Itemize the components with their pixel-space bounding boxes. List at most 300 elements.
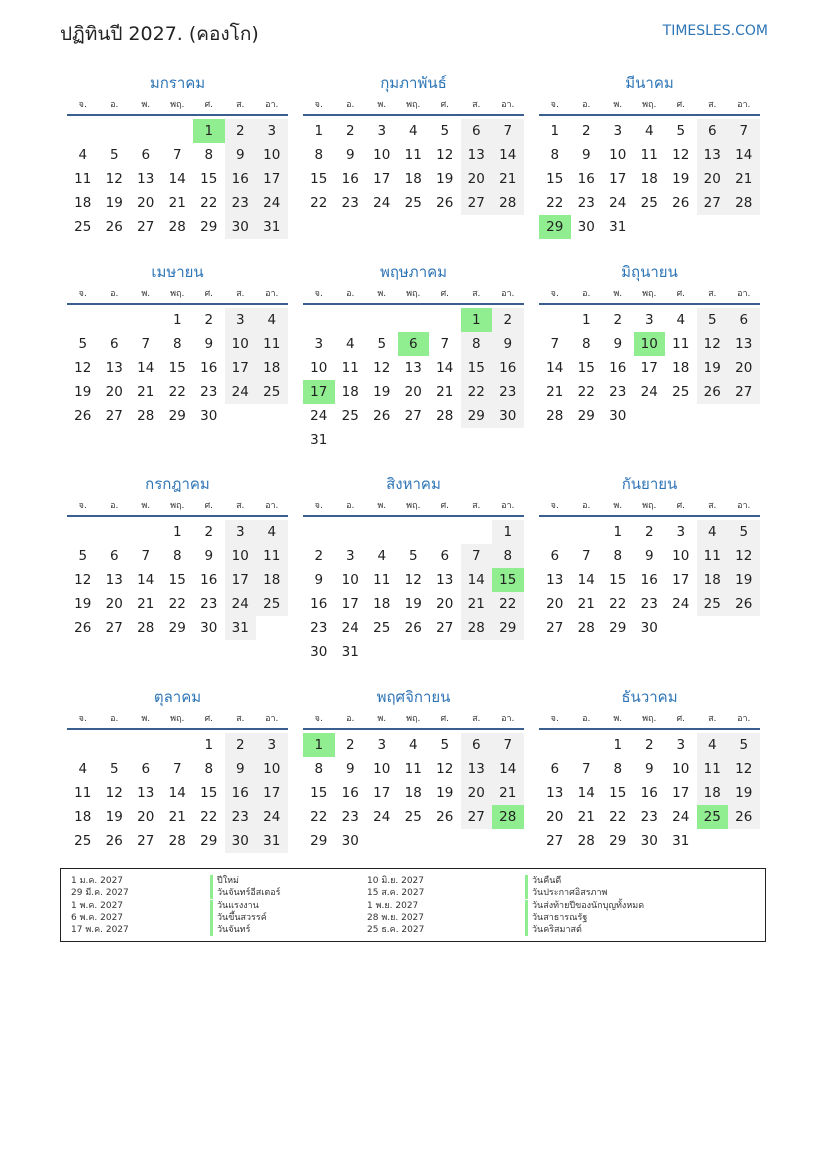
day-cell: 9 [644, 548, 654, 564]
day-cell: 1 [204, 737, 214, 753]
day-cell: 8 [581, 336, 591, 352]
day-cell: 12 [74, 572, 92, 588]
day-cell: 23 [577, 195, 595, 211]
day-cell: 3 [314, 336, 324, 352]
month-block [539, 260, 760, 480]
weekday-label: จ. [314, 100, 323, 110]
day-cell: 12 [728, 757, 760, 781]
day-cell: 3 [377, 737, 387, 753]
day-cell: 7 [581, 761, 591, 777]
day-cell: 18 [640, 171, 658, 187]
weekday-label: ศ. [204, 714, 214, 724]
day-cell: 26 [728, 592, 760, 616]
day-cell: 16 [200, 360, 218, 376]
day-cell: 20 [461, 167, 493, 191]
day-cell: 10 [373, 761, 391, 777]
weekday-label: พ. [377, 714, 387, 724]
page-title: ปฏิทินปี 2027. (คองโก) [60, 23, 259, 45]
day-cell: 8 [492, 544, 524, 568]
header-rule [303, 303, 524, 305]
day-cell: 8 [172, 336, 182, 352]
day-cell: 25 [256, 380, 288, 404]
weekday-label: ส. [708, 289, 717, 299]
day-cell: 25 [640, 195, 658, 211]
weekday-header [539, 286, 760, 300]
day-cell: 16 [577, 171, 595, 187]
weekday-label: จ. [78, 501, 87, 511]
day-cell: 8 [204, 761, 214, 777]
day-cell: 30 [200, 620, 218, 636]
legend-date: 1 พ.ย. 2027 [367, 900, 419, 911]
weekday-label: ศ. [440, 100, 450, 110]
day-cell: 11 [672, 336, 690, 352]
day-cell: 26 [105, 219, 123, 235]
holiday-legend [60, 868, 766, 942]
weekday-label: ศ. [676, 714, 686, 724]
day-cell: 21 [137, 384, 155, 400]
day-cell: 9 [581, 147, 591, 163]
weekday-label: จ. [78, 714, 87, 724]
weekday-label: อ. [110, 501, 119, 511]
day-cell: 17 [373, 785, 391, 801]
day-cell: 13 [404, 360, 422, 376]
day-cell: 2 [345, 737, 355, 753]
day-cell: 6 [141, 147, 151, 163]
day-cell: 6 [109, 548, 119, 564]
month-block [67, 71, 288, 291]
day-cell: 14 [728, 143, 760, 167]
day-cell: 21 [577, 809, 595, 825]
day-cell: 21 [168, 195, 186, 211]
day-cell: 8 [314, 761, 324, 777]
day-cell: 25 [697, 592, 729, 616]
day-cell: 26 [373, 408, 391, 424]
day-cell: 4 [377, 548, 387, 564]
weekday-label: ส. [708, 501, 717, 511]
day-cell: 19 [697, 356, 729, 380]
legend-holiday-name: วันจันทร์ [210, 924, 250, 936]
day-cell: 8 [613, 548, 623, 564]
day-cell: 13 [697, 143, 729, 167]
day-cell: 10 [373, 147, 391, 163]
weekday-label: อ. [110, 289, 119, 299]
site-link[interactable]: TIMESLES.COM [662, 23, 768, 39]
header-rule [67, 114, 288, 116]
legend-holiday-name: ปีใหม่ [210, 875, 239, 887]
day-cell: 6 [440, 548, 450, 564]
legend-date: 1 ม.ค. 2027 [71, 876, 124, 886]
day-cell: 24 [373, 195, 391, 211]
day-cell: 15 [461, 356, 493, 380]
day-cell: 30 [310, 644, 328, 660]
day-cell: 25 [341, 408, 359, 424]
day-cell: 15 [609, 572, 627, 588]
weekday-label: พฤ. [170, 501, 185, 511]
day-cell: 17 [256, 167, 288, 191]
day-cell: 4 [697, 520, 729, 544]
month-name: มกราคม [149, 74, 206, 92]
day-cell: 13 [728, 332, 760, 356]
weekday-label: อ. [582, 289, 591, 299]
weekday-label: พ. [613, 289, 623, 299]
day-cell: 9 [204, 548, 214, 564]
day-cell: 6 [550, 761, 560, 777]
month-block [303, 71, 524, 291]
day-cell: 21 [728, 167, 760, 191]
day-cell: 20 [404, 384, 422, 400]
day-cell: 18 [697, 781, 729, 805]
weekday-header [303, 97, 524, 111]
weekday-label: ส. [708, 714, 717, 724]
day-cell: 25 [672, 384, 690, 400]
day-cell: 12 [728, 544, 760, 568]
day-cell: 10 [672, 548, 690, 564]
day-cell: 30 [577, 219, 595, 235]
day-cell: 16 [492, 356, 524, 380]
day-cell: 26 [436, 195, 454, 211]
day-cell: 1 [581, 312, 591, 328]
day-cell: 11 [697, 544, 729, 568]
day-cell: 8 [314, 147, 324, 163]
month-name: กันยายน [621, 475, 678, 493]
day-cell: 5 [440, 737, 450, 753]
day-cell: 22 [310, 809, 328, 825]
day-cell: 9 [225, 757, 257, 781]
day-cell: 15 [200, 785, 218, 801]
day-cell: 18 [74, 809, 92, 825]
day-cell: 23 [310, 620, 328, 636]
day-cell: 23 [609, 384, 627, 400]
day-cell: 28 [728, 191, 760, 215]
day-cell: 4 [644, 123, 654, 139]
weekday-label: อา. [501, 289, 515, 299]
day-cell: 14 [577, 785, 595, 801]
day-cell: 31 [256, 215, 288, 239]
weekday-label: จ. [78, 289, 87, 299]
day-cell: 5 [78, 548, 88, 564]
legend-holiday-name: วันประกาศอิสรภาพ [525, 887, 607, 899]
day-cell: 30 [200, 408, 218, 424]
day-cell: 19 [74, 384, 92, 400]
month-name: พฤษภาคม [379, 263, 448, 281]
day-cell: 30 [225, 215, 257, 239]
day-cell: 19 [436, 171, 454, 187]
day-cell: 11 [256, 332, 288, 356]
day-cell: 14 [137, 572, 155, 588]
day-cell: 26 [74, 620, 92, 636]
day-cell: 11 [341, 360, 359, 376]
day-cell: 12 [436, 147, 454, 163]
holiday-day-cell: 29 [539, 215, 571, 239]
day-cell: 29 [609, 833, 627, 849]
weekday-label: จ. [550, 501, 559, 511]
weekday-label: พ. [613, 501, 623, 511]
day-cell: 31 [256, 829, 288, 853]
month-block [539, 472, 760, 692]
day-cell: 11 [697, 757, 729, 781]
day-cell: 20 [728, 356, 760, 380]
holiday-day-cell: 15 [492, 568, 524, 592]
day-cell: 7 [141, 336, 151, 352]
day-cell: 2 [492, 308, 524, 332]
holiday-day-cell: 25 [697, 805, 729, 829]
day-cell: 24 [256, 191, 288, 215]
weekday-label: พฤ. [642, 289, 657, 299]
day-cell: 14 [436, 360, 454, 376]
legend-holiday-name: วันแรงงาน [210, 900, 259, 912]
day-cell: 15 [577, 360, 595, 376]
day-cell: 28 [137, 408, 155, 424]
day-cell: 18 [672, 360, 690, 376]
day-cell: 16 [609, 360, 627, 376]
weekday-header [67, 97, 288, 111]
day-cell: 7 [581, 548, 591, 564]
day-cell: 24 [225, 380, 257, 404]
legend-date: 17 พ.ค. 2027 [71, 925, 129, 936]
day-cell: 18 [373, 596, 391, 612]
day-cell: 7 [172, 147, 182, 163]
weekday-label: พฤ. [170, 714, 185, 724]
day-cell: 18 [256, 356, 288, 380]
day-cell: 23 [225, 191, 257, 215]
legend-date: 29 มี.ค. 2027 [71, 888, 129, 899]
day-cell: 28 [137, 620, 155, 636]
day-cell: 24 [256, 805, 288, 829]
weekday-label: อา. [265, 100, 279, 110]
day-cell: 10 [609, 147, 627, 163]
day-cell: 4 [78, 147, 88, 163]
day-cell: 23 [200, 384, 218, 400]
weekday-label: อา. [737, 501, 751, 511]
day-cell: 15 [168, 572, 186, 588]
month-block [303, 260, 524, 480]
holiday-day-cell: 28 [492, 805, 524, 829]
day-cell: 22 [200, 195, 218, 211]
day-cell: 7 [461, 544, 493, 568]
day-cell: 18 [697, 568, 729, 592]
day-cell: 12 [105, 785, 123, 801]
day-cell: 24 [672, 596, 690, 612]
weekday-header [303, 286, 524, 300]
weekday-header [539, 711, 760, 725]
day-cell: 6 [697, 119, 729, 143]
day-cell: 15 [200, 171, 218, 187]
day-cell: 3 [256, 733, 288, 757]
day-cell: 20 [137, 809, 155, 825]
day-cell: 10 [225, 332, 257, 356]
day-cell: 4 [345, 336, 355, 352]
weekday-label: พ. [377, 289, 387, 299]
day-cell: 17 [256, 781, 288, 805]
day-cell: 26 [672, 195, 690, 211]
day-cell: 19 [404, 596, 422, 612]
weekday-header [67, 711, 288, 725]
day-cell: 30 [640, 620, 658, 636]
day-cell: 27 [105, 408, 123, 424]
day-cell: 5 [377, 336, 387, 352]
day-cell: 2 [225, 733, 257, 757]
day-cell: 1 [613, 737, 623, 753]
day-cell: 25 [404, 809, 422, 825]
legend-date: 1 พ.ค. 2027 [71, 900, 124, 911]
legend-date: 28 พ.ย. 2027 [367, 912, 425, 923]
month-block [67, 260, 288, 480]
day-cell: 22 [168, 596, 186, 612]
weekday-label: ศ. [204, 100, 214, 110]
day-cell: 17 [341, 596, 359, 612]
weekday-label: ศ. [440, 289, 450, 299]
weekday-label: อ. [110, 714, 119, 724]
day-cell: 4 [408, 737, 418, 753]
day-cell: 3 [644, 312, 654, 328]
day-cell: 21 [461, 592, 493, 616]
day-cell: 19 [74, 596, 92, 612]
day-cell: 11 [74, 171, 92, 187]
day-cell: 11 [74, 785, 92, 801]
day-cell: 14 [492, 757, 524, 781]
day-cell: 6 [109, 336, 119, 352]
weekday-label: พ. [377, 501, 387, 511]
weekday-label: พฤ. [170, 100, 185, 110]
day-cell: 15 [546, 171, 564, 187]
holiday-day-cell: 6 [398, 332, 430, 356]
day-cell: 25 [404, 195, 422, 211]
day-cell: 6 [461, 119, 493, 143]
day-cell: 25 [74, 833, 92, 849]
day-cell: 20 [461, 781, 493, 805]
day-cell: 28 [168, 219, 186, 235]
day-cell: 8 [172, 548, 182, 564]
day-cell: 16 [200, 572, 218, 588]
day-cell: 10 [672, 761, 690, 777]
day-cell: 16 [341, 171, 359, 187]
day-cell: 3 [225, 520, 257, 544]
day-cell: 29 [310, 833, 328, 849]
weekday-label: จ. [314, 714, 323, 724]
day-cell: 28 [577, 833, 595, 849]
day-cell: 25 [256, 592, 288, 616]
day-cell: 27 [105, 620, 123, 636]
weekday-label: พ. [613, 100, 623, 110]
day-cell: 22 [609, 809, 627, 825]
day-cell: 28 [168, 833, 186, 849]
day-cell: 20 [546, 809, 564, 825]
day-cell: 14 [168, 171, 186, 187]
day-cell: 27 [546, 620, 564, 636]
day-cell: 16 [341, 785, 359, 801]
day-cell: 21 [492, 167, 524, 191]
holiday-day-cell: 10 [634, 332, 666, 356]
legend-date: 25 ธ.ค. 2027 [367, 925, 425, 936]
day-cell: 24 [341, 620, 359, 636]
day-cell: 17 [609, 171, 627, 187]
day-cell: 17 [225, 568, 257, 592]
weekday-label: อ. [582, 100, 591, 110]
day-cell: 2 [204, 524, 214, 540]
day-cell: 12 [436, 761, 454, 777]
month-name: ธันวาคม [621, 688, 678, 706]
day-cell: 5 [408, 548, 418, 564]
day-cell: 6 [461, 733, 493, 757]
day-cell: 9 [492, 332, 524, 356]
day-cell: 10 [256, 757, 288, 781]
header-rule [303, 114, 524, 116]
holiday-day-cell: 1 [303, 733, 335, 757]
day-cell: 17 [225, 356, 257, 380]
legend-holiday-name: วันคืนดี [525, 875, 561, 887]
weekday-label: อ. [346, 501, 355, 511]
day-cell: 13 [137, 785, 155, 801]
day-cell: 20 [436, 596, 454, 612]
header-rule [303, 515, 524, 517]
day-cell: 1 [172, 524, 182, 540]
day-cell: 21 [137, 596, 155, 612]
day-cell: 5 [728, 520, 760, 544]
day-cell: 27 [436, 620, 454, 636]
day-cell: 14 [577, 572, 595, 588]
day-cell: 5 [728, 733, 760, 757]
day-cell: 13 [105, 360, 123, 376]
day-cell: 29 [168, 408, 186, 424]
weekday-label: อ. [346, 100, 355, 110]
month-block [539, 71, 760, 291]
weekday-label: ศ. [440, 714, 450, 724]
day-cell: 7 [492, 733, 524, 757]
day-cell: 1 [172, 312, 182, 328]
day-cell: 18 [74, 195, 92, 211]
day-cell: 7 [550, 336, 560, 352]
legend-holiday-name: วันสาธารณรัฐ [525, 912, 587, 924]
day-cell: 15 [310, 171, 328, 187]
day-cell: 22 [200, 809, 218, 825]
weekday-label: ส. [472, 289, 481, 299]
day-cell: 29 [200, 833, 218, 849]
day-cell: 13 [546, 572, 564, 588]
day-cell: 25 [74, 219, 92, 235]
day-cell: 15 [609, 785, 627, 801]
weekday-label: พฤ. [406, 714, 421, 724]
day-cell: 13 [461, 143, 493, 167]
day-cell: 28 [577, 620, 595, 636]
holiday-day-cell: 1 [461, 308, 493, 332]
day-cell: 19 [105, 809, 123, 825]
day-cell: 6 [550, 548, 560, 564]
day-cell: 13 [546, 785, 564, 801]
day-cell: 12 [74, 360, 92, 376]
day-cell: 11 [404, 761, 422, 777]
day-cell: 4 [256, 520, 288, 544]
day-cell: 24 [225, 592, 257, 616]
day-cell: 1 [314, 123, 324, 139]
month-name: พฤศจิกายน [376, 688, 451, 706]
header-rule [67, 303, 288, 305]
weekday-label: จ. [314, 289, 323, 299]
day-cell: 19 [436, 785, 454, 801]
day-cell: 26 [436, 809, 454, 825]
day-cell: 2 [581, 123, 591, 139]
day-cell: 22 [609, 596, 627, 612]
day-cell: 30 [492, 404, 524, 428]
weekday-label: ส. [236, 714, 245, 724]
day-cell: 22 [461, 380, 493, 404]
header-rule [539, 114, 760, 116]
day-cell: 13 [436, 572, 454, 588]
day-cell: 3 [676, 737, 686, 753]
day-cell: 11 [404, 147, 422, 163]
day-cell: 13 [461, 757, 493, 781]
day-cell: 8 [461, 332, 493, 356]
day-cell: 3 [345, 548, 355, 564]
